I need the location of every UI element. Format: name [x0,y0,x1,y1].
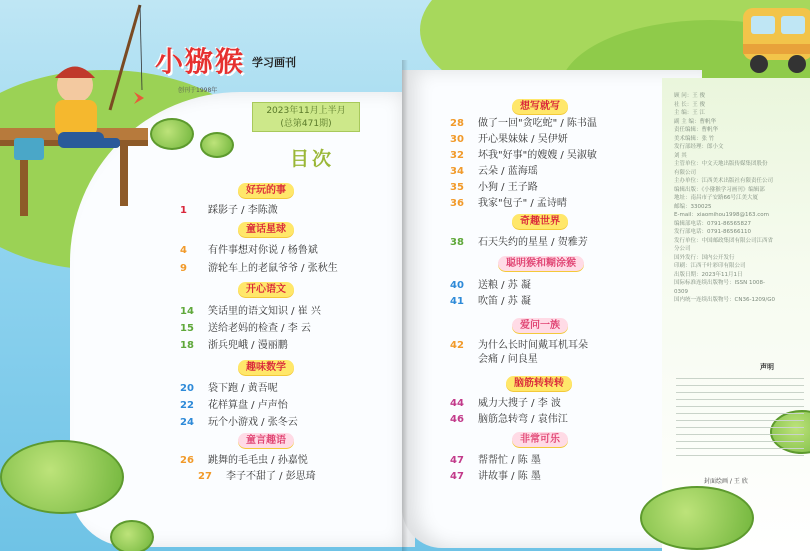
toc-entry[interactable] [450,292,531,307]
fishing-boy-illustration [0,0,160,240]
entry-title: 帮帮忙 / 陈 墨 [478,455,541,466]
toc-entry[interactable] [450,114,597,129]
page-number: 47 [450,471,464,482]
entry-title: 玩个小游戏 / 张冬云 [208,417,298,428]
page-number: 41 [450,296,464,307]
lily-pad [640,486,754,550]
toc-entry[interactable] [450,394,561,409]
page-number: 42 [450,340,464,351]
colophon-line: 发行部电话：0791-86566110 [674,229,751,235]
colophon-line: E-mail：xiaomihou1998@163.com [674,212,769,218]
entry-title: 游轮车上的老鼠爷爷 / 张秋生 [208,263,338,274]
contents-title: 目次 [290,148,335,170]
entry-title: 浙兵兜峨 / 漫丽鹏 [208,340,288,351]
statement-text-block [676,378,804,462]
issue-date: 2023年11月上半月 [266,106,346,116]
cover-credit: 封面绘画 / 王 欣 [704,478,748,485]
page-number: 9 [180,263,187,274]
colophon-line: 发行部经理：郎小文 [674,144,724,150]
issue-number: (总第471期) [280,119,332,129]
issue-badge [252,102,360,132]
colophon-line: 责任编辑：曹帆华 [674,127,719,133]
toc-entry[interactable] [450,467,541,482]
toc-entry[interactable] [450,410,568,425]
page-number: 28 [450,118,464,129]
toc-entry[interactable] [450,162,538,177]
colophon-line: 主 编：王 江 [674,110,705,116]
toc-entry[interactable] [450,276,531,291]
page-number: 20 [180,383,194,394]
founded-note: 创刊于1998年 [178,87,218,94]
page-number: 18 [180,340,194,351]
toc-entry[interactable] [450,336,588,351]
page-number: 22 [180,400,194,411]
colophon-line: 顾 问：王 俊 [674,93,705,99]
toc-entry[interactable] [180,319,311,334]
toc-entry[interactable] [450,194,567,209]
page-number: 26 [180,455,194,466]
toc-entry[interactable] [450,178,538,193]
section-heading: 非常可乐 [512,432,568,447]
section-heading: 开心语文 [238,282,294,297]
colophon-line: 刘 其 [674,152,687,159]
colophon-line: 国外发行：国内公开发行 [674,254,735,261]
toc-entry[interactable] [450,130,568,145]
page-number: 30 [450,134,464,145]
entry-title: 送给老妈的检查 / 李 云 [208,323,311,334]
entry-title: 吹笛 / 苏 凝 [478,296,531,307]
colophon-line: 编辑出版：《小猕猴学习画刊》编辑部 [674,186,765,193]
magazine-subtitle: 学习画刊 [252,56,296,69]
page-number: 4 [180,245,187,256]
entry-title: 有件事想对你说 / 杨鲁斌 [208,245,318,256]
section-heading: 好玩的事 [238,183,294,198]
lily-pad [110,520,154,551]
entry-title: 小狗 / 王子路 [478,182,538,193]
colophon-line: 主办单位：江西美术出版社有限责任公司 [674,178,774,184]
colophon-line: 发行单位：中国邮政集团有限公司江西省 [674,237,774,244]
entry-title: 笑话里的语文知识 / 崔 兴 [208,306,321,317]
toc-entry[interactable] [180,451,308,466]
entry-title: 送粮 / 苏 凝 [478,280,531,291]
section-heading: 聪明猴和糊涂猴 [498,256,584,271]
magazine-logo: 小猕猴 [155,45,246,78]
entry-title: 跳舞的毛毛虫 / 孙嘉悦 [208,455,308,466]
section-heading: 脑筋转转转 [506,376,572,391]
page-number: 40 [450,280,464,291]
colophon-line: 出版日期：2023年11月1日 [674,271,743,278]
toc-entry[interactable] [198,467,316,482]
section-heading: 趣味数学 [238,360,294,375]
page-number: 15 [180,323,194,334]
page-number: 24 [180,417,194,428]
toc-entry[interactable] [450,233,588,248]
section-heading: 奇趣世界 [512,214,568,229]
colophon-line: 有限公司 [674,169,697,176]
entry-title: 脑筋急转弯 / 袁伟江 [478,414,568,425]
lily-pad [0,440,124,514]
entry-title: 威力大搜子 / 李 波 [478,398,561,409]
lily-pad [150,118,194,150]
entry-title: 做了一回"贪吃蛇" / 陈书温 [478,118,597,129]
entry-title: 袋下跑 / 黄吾呢 [208,383,278,394]
entry-title: 石天失约的星星 / 贺雅芳 [478,237,588,248]
toc-entry[interactable] [180,396,288,411]
van-illustration [735,0,810,80]
section-heading: 爱问一族 [512,318,568,333]
toc-entry[interactable] [180,379,278,394]
entry-title: 为什么长时间戴耳机耳朵 [478,340,588,351]
colophon-line: 印刷：江西千叶彩印有限公司 [674,263,746,269]
colophon-line: 主管单位：中文天地出版传媒集团股份 [674,161,768,167]
colophon-line: 地址：南昌市子安路66号江美大厦 [674,195,758,201]
entry-title: 开心果妹妹 / 吴伊妍 [478,134,568,145]
entry-title: 我家"包子" / 孟诗晴 [478,198,567,209]
entry-title: 坏我"好事"的嫂嫂 / 吴淑敏 [478,150,597,161]
entry-title: 云朵 / 蓝海瑶 [478,166,538,177]
page-number: 35 [450,182,464,193]
entry-title: 花样算盘 / 卢声怡 [208,400,288,411]
toc-entry[interactable] [450,350,538,365]
section-heading: 想写就写 [512,99,568,114]
page-number: 38 [450,237,464,248]
colophon-text [674,92,804,305]
entry-title: 讲故事 / 陈 墨 [478,471,541,482]
colophon-line: 国内统一连续出版物号：CN36-1209/G0 [674,297,776,303]
toc-entry[interactable] [180,413,298,428]
lily-pad [200,132,234,158]
page-number: 36 [450,198,464,209]
page-number: 32 [450,150,464,161]
entry-title: 李子不甜了 / 彭思琦 [226,471,316,482]
page-number: 44 [450,398,464,409]
section-heading: 童话星球 [238,222,294,237]
toc-entry[interactable] [180,302,321,317]
toc-entry[interactable] [180,259,338,274]
page-number: 34 [450,166,464,177]
page-fold [402,60,408,551]
colophon-line: 编辑部电话：0791-86565827 [674,220,751,227]
toc-entry[interactable] [180,241,318,256]
colophon-line: 副 主 编：曹帆华 [674,118,716,125]
page-number: 14 [180,306,194,317]
toc-entry[interactable] [180,201,278,216]
section-heading: 童言趣语 [238,433,294,448]
entry-title: 会痛 / 问良星 [478,354,538,365]
colophon-line: 邮编：330025 [674,203,712,210]
toc-entry[interactable] [180,336,288,351]
colophon-line: 美术编辑：张 竹 [674,135,715,142]
page-number: 46 [450,414,464,425]
colophon-line: 分公司 [674,246,691,252]
toc-entry[interactable] [450,146,597,161]
statement-title: 声明 [760,363,774,371]
colophon-line: 社 长：王 俊 [674,101,705,108]
page-number: 1 [180,205,187,216]
colophon-line: 国际标准连续出版物号：ISSN 1008- [674,280,765,286]
colophon-line: 0309 [674,288,688,295]
toc-entry[interactable] [450,451,541,466]
page-number: 47 [450,455,464,466]
page-number: 27 [198,471,212,482]
entry-title: 踩影子 / 李陈溦 [208,205,278,216]
